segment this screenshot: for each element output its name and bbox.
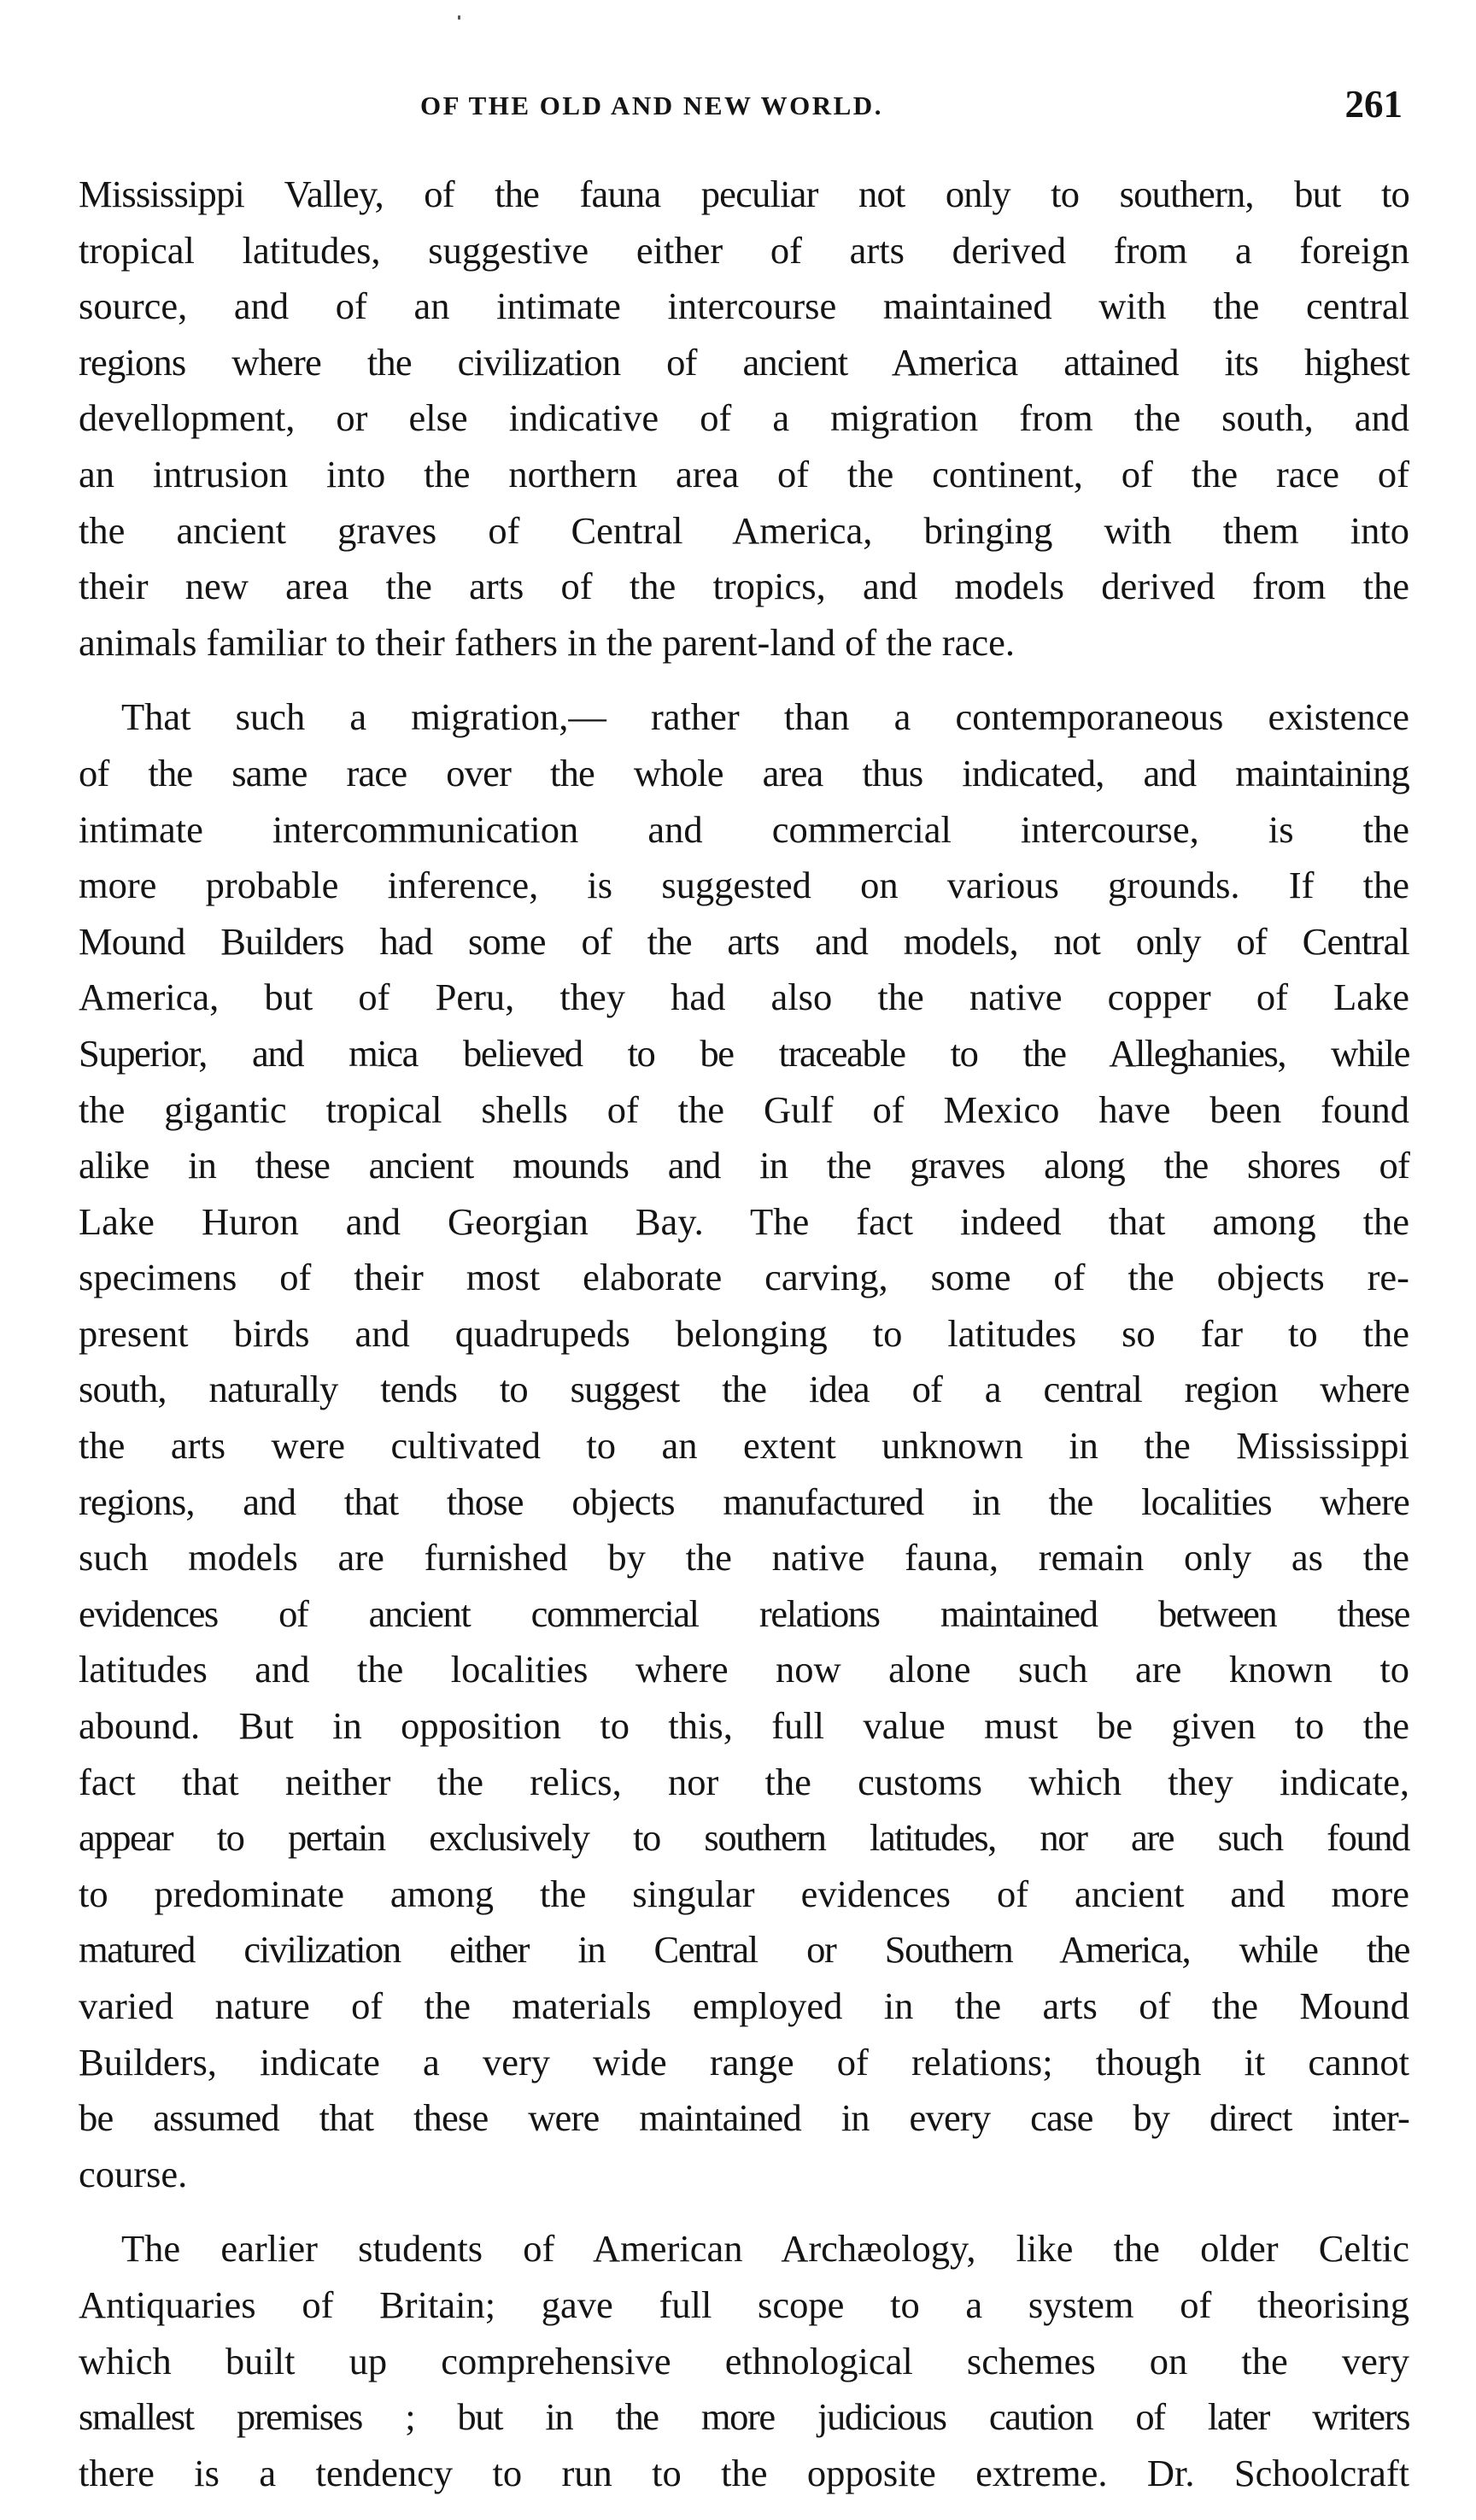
text-line: the ancient graves of Central America, bringing with them into [79,508,1409,552]
running-head [79,82,1409,130]
text-line: tropical latitudes, suggestive either of arts derived from a foreign [79,228,1409,272]
body-text [79,167,1409,2520]
text-line: America, but of Peru, they had also the native copper of Lake [79,976,1409,1019]
text-line: animals familiar to their fathers in the parent-land of the race. [79,620,1015,664]
text-line: regions where the civilization of ancient America attained its highest [79,340,1409,384]
text-line: appear to pertain exclusively to southern latitudes, nor are such found [79,1816,1409,1860]
text-line: the gigantic tropical shells of the Gulf of Mexico have been found [79,1087,1409,1131]
text-line: Mound Builders had some of the arts and models, not only of Central [79,919,1409,963]
paragraph-1 [79,167,1409,671]
text-line: specimens of their most elaborate carving, some of the objects re- [79,1256,1409,1299]
running-title: OF THE OLD AND NEW WORLD. [420,91,883,120]
text-line: to predominate among the singular evidences of ancient and more [79,1872,1409,1915]
text-line: Antiquaries of Britain; gave full scope to a system of theorising [79,2283,1409,2326]
text-line: Builders, indicate a very wide range of relations; though it cannot [79,2040,1409,2083]
text-line: an intrusion into the northern area of the continent, of the race of [79,452,1409,495]
text-line: fact that neither the relics, nor the customs which they indicate, [79,1760,1409,1803]
book-page [79,0,1409,2510]
text-line: Lake Huron and Georgian Bay. The fact indeed that among the [79,1199,1409,1243]
print-speck [458,15,460,20]
text-line: latitudes and the localities where now alone such are known to [79,1648,1409,1691]
paragraph-3 [79,2221,1409,2501]
text-line: varied nature of the materials employed in the arts of the Mound [79,1984,1409,2027]
text-line: That such a migration,— rather than a contemporaneous existence [121,695,1409,739]
text-line: Superior, and mica believed to be traceable to the Alleghanies, while [79,1031,1409,1075]
text-line: more probable inference, is suggested on various grounds. If the [79,864,1409,907]
text-line: of the same race over the whole area thus indicated, and maintaining [79,751,1409,794]
text-line: regions, and that those objects manufactured in the localities where [79,1480,1409,1523]
page-number: 261 [1344,83,1403,126]
text-line: evidences of ancient commercial relations maintained between these [79,1591,1409,1635]
text-line: the arts were cultivated to an extent unknown in the Mississippi [79,1424,1409,1468]
text-line: be assumed that these were maintained in every case by direct inter- [79,2096,1409,2140]
text-line: intimate intercommunication and commercial intercourse, is the [79,807,1409,851]
text-line: course. [79,2152,188,2195]
text-line: such models are furnished by the native fauna, remain only as the [79,1536,1409,1579]
text-line: The earlier students of American Archæology, like the older Celtic [121,2227,1409,2271]
text-line: present birds and quadrupeds belonging to latitudes so far to the [79,1311,1409,1355]
text-line: which built up comprehensive ethnological schemes on the very [79,2339,1409,2382]
text-line: there is a tendency to run to the opposite extreme. Dr. Schoolcraft [79,2451,1409,2494]
text-line: smallest premises ; but in the more judicious caution of later writers [79,2395,1409,2439]
paragraph-2 [79,689,1409,2202]
text-line: south, naturally tends to suggest the idea of a central region where [79,1368,1409,1411]
text-line: Mississippi Valley, of the fauna peculiar not only to southern, but to [79,173,1409,215]
text-line: alike in these ancient mounds and in the graves along the shores of [79,1144,1409,1187]
text-line: abound. But in opposition to this, full value must be given to the [79,1704,1409,1748]
text-line: source, and of an intimate intercourse maintained with the central [79,284,1409,328]
text-line: their new area the arts of the tropics, and models derived from the [79,565,1409,608]
text-line: devellopment, or else indicative of a migration from the south, and [79,396,1409,440]
text-line: matured civilization either in Central or Southern America, while the [79,1928,1409,1972]
